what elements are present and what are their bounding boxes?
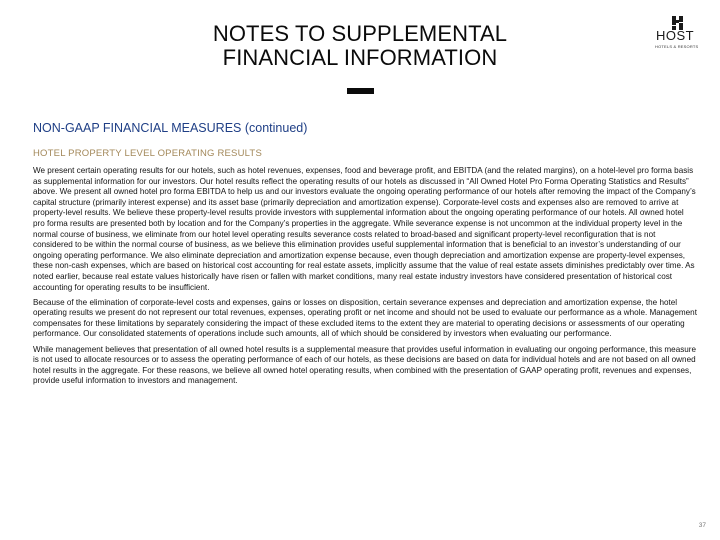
section-subheading: HOTEL PROPERTY LEVEL OPERATING RESULTS	[33, 148, 262, 159]
paragraph-3: While management believes that presentation of all owned hotel results is a supplemental measure that provides useful information in evaluating our ongoing performance, this measure is not used to allocate resources or to assess the operating performance of each of our hotels, as these decisions are based on data for individual hotels and are not based on all owned hotel results in the aggregate. For these reasons, we believe all owned hotel operating results, when combined with the presentation of GAAP operating profit, revenues and expenses, provide useful information to investors and management.	[33, 344, 697, 386]
paragraph-1: We present certain operating results for our hotels, such as hotel revenues, expenses, food and beverage profit, and EBITDA (and the related margins), on a hotel-level pro forma basis as supplemental information for our investors. Our hotel results reflect the operating results of our hotels as discussed in “All Owned Hotel Pro Forma Operating Statistics and Results” above. We present all owned hotel pro forma EBITDA to help us and our investors evaluate the ongoing operating performance of our hotels after removing the impact of the Company’s capital structure (primarily interest expense) and its asset base (primarily depreciation and amortization expense). Corporate-level costs and expenses also are removed to arrive at property-level results. We believe these property-level results provide investors with supplemental information about the ongoing operating performance of our hotels. All owned hotel pro forma results are presented both by location and for the Company’s properties in the aggregate. While severance expense is not uncommon at the individual property level in the normal course of business, we eliminate from our hotel level operating results severance costs related to broad-based and significant property-level reconfiguration that is not considered to be within the normal course of business, as we believe this elimination provides useful supplemental information that is beneficial to an investor’s understanding of our ongoing operating performance. We also eliminate depreciation and amortization expense because, even though depreciation and amortization expense are property-level expenses, these non-cash expenses, which are based on historical cost accounting for real estate assets, implicitly assume that the value of real estate assets diminishes predictably over time. As noted earlier, because real estate values historically have risen or fallen with market conditions, many real estate industry investors have considered presentation of historical cost accounting for operating results to be insufficient.	[33, 166, 696, 292]
page-title-line-2: FINANCIAL INFORMATION	[222, 45, 498, 70]
title-underline-bar	[347, 88, 374, 94]
section-heading: NON-GAAP FINANCIAL MEASURES (continued)	[33, 121, 308, 135]
logo-tagline: HOTELS & RESORTS	[655, 44, 699, 49]
page-title	[130, 22, 590, 70]
page-title-line-1: NOTES TO SUPPLEMENTAL	[212, 21, 508, 46]
page-number: 37	[698, 522, 706, 529]
body-text	[33, 166, 697, 391]
host-hotels-logo	[650, 16, 702, 52]
logo-wordmark: HOST	[656, 28, 695, 43]
paragraph-2: Because of the elimination of corporate-level costs and expenses, gains or losses on disposition, certain severance expenses and depreciation and amortization expense, the hotel operating results we present do not represent our total revenues, expenses, operating profit or net income and should not be used to evaluate our performance as a whole. Management compensates for these limitations by separately considering the impact of these excluded items to the extent they are material to operating decisions or assessments of our operating performance. Our consolidated statements of operations include such amounts, all of which should be considered by investors when evaluating our performance.	[33, 297, 697, 339]
